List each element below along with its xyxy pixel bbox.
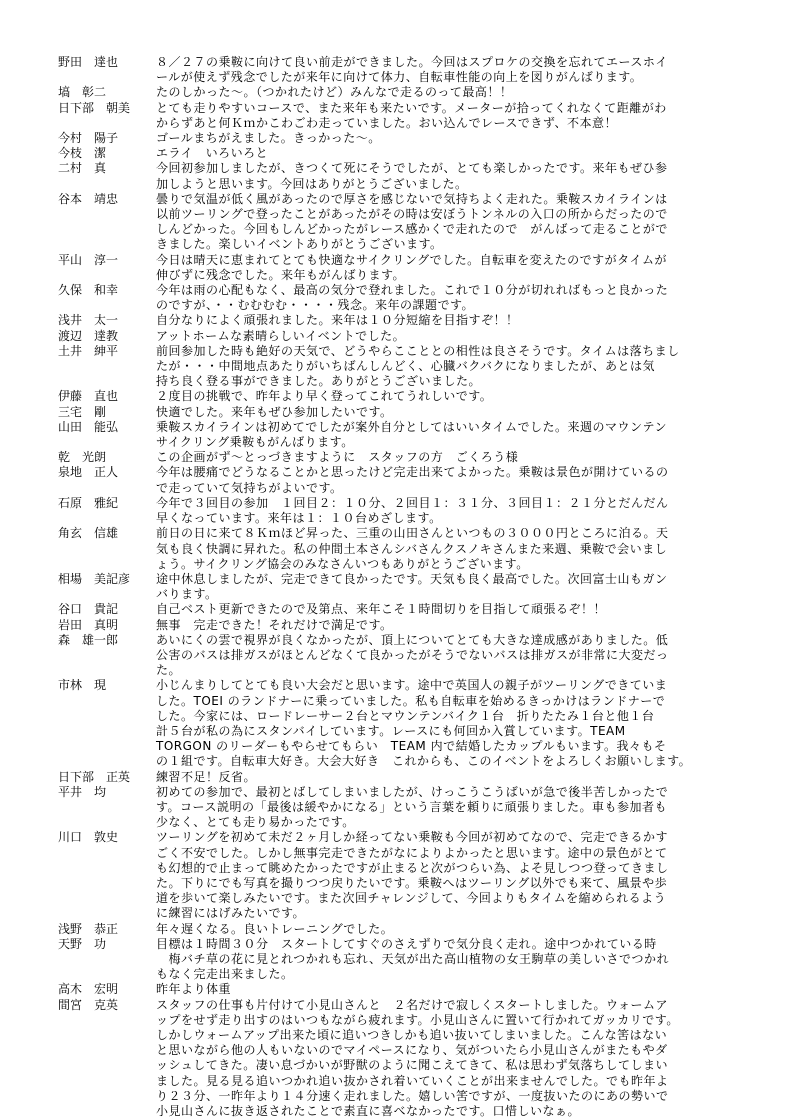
participant-comment: スタッフの仕事も片付けて小見山さんと ２名だけで寂しくスタートしました。ウォームア ップをせず走り出すのはいつもながら疲れます。小見山さんに置いて行かれてガッカリです。 しかしウォームアップ出来た頃に追いつきしかも追い抜いてしまいました。こんな筈はない と思いながら他の人もいないのでマイペースになり、気がついたら小見山さんがまたもやダ ッシュしてきた。凄い息づかいが野獣のように聞こえてきて、私は思わず気落ちしてしまい ました。見る見る追いつかれ追い抜かされ着いていくことが出来ませんでした。でも昨年よ り２３分、一昨年より１４分速く走れました。嬉しい筈ですが、一度抜いたのにあの勢いで 小見山さんに抜き返されたことで素直に喜べなかったです。口惜しいなぁ。: [156, 997, 679, 1119]
participant-name: 山田 能弘: [58, 419, 119, 434]
participant-comment: ２度目の挑戦で、昨年より早く登ってこれてうれしいです。: [156, 389, 493, 404]
comment-entry: [58, 101, 779, 131]
participant-name: 浅井 太一: [58, 313, 119, 328]
comment-entry: [58, 344, 779, 390]
participant-name: 伊藤 直也: [58, 389, 119, 404]
comment-entry: [58, 85, 779, 100]
comment-entry: [58, 283, 779, 313]
participant-comment: 自己ベスト更新できたので及第点、来年こそ１時間切りを目指して頑張るぞ！！: [156, 602, 607, 617]
participant-comment: とても走りやすいコースで、また来年も来たいです。メーターが拾ってくれなくて距離がわ からずあと何Ｋｍかこわごわ走っていました。おい込んでレースできず、不本意！: [156, 100, 667, 130]
participant-name: 高木 宏明: [58, 982, 119, 997]
participant-name: 川口 敦史: [58, 830, 119, 845]
participant-name: 平山 淳一: [58, 252, 119, 267]
comment-entry: [58, 785, 779, 831]
participant-name: 今枝 潔: [58, 146, 107, 161]
participant-comment: 年々遅くなる。良いトレーニングでした。: [156, 921, 394, 936]
participant-comment: 今回初参加しましたが、きつくて死にそうでしたが、とても楽しかったです。来年もぜひ参 加しようと思います。今回はありがとうございました。: [156, 161, 668, 191]
comment-entry: [58, 55, 779, 85]
participant-comment: ゴールまちがえました。きっかった～。: [156, 131, 381, 146]
comment-entry: [58, 922, 779, 937]
participant-name: 泉地 正人: [58, 465, 119, 480]
participant-comment: ツーリングを初めて未だ２ヶ月しか経ってない乗鞍も今回が初めてなので、完走できるかす ごく不安でした。しかし無事完走できたがなによりよかったと思います。途中の景色がとて も幻想的で止まって眺めたかったですが止まると次がつらい為、よそ見しつつ登ってきまし た。下りにでも写真を撮りつつ戻りたいです。乗鞍へはツーリング以外でも来て、風景や歩 道を歩いて楽しみたいです。また次回チャレンジして、今回よりもタイムを縮められるよう に練習にはげみたいです。: [156, 830, 669, 921]
participant-comment: 今日は晴天に恵まれてとても快適なサイクリングでした。自転車を変えたのですがタイムが 伸びずに残念でした。来年もがんばります。: [156, 252, 667, 282]
comment-entry: [58, 998, 779, 1119]
comment-entry: [58, 982, 779, 997]
comment-entry: [58, 192, 779, 253]
comment-entry: [58, 770, 779, 785]
participant-comment: 今年で３回目の参加 １回目２：１０分、２回目１：３１分、３回目１：２１分とだんだん 早くなっています。来年は１：１０台めざします。: [156, 495, 669, 526]
participant-name: 土井 紳平: [58, 343, 119, 358]
participant-comment: 目標は１時間３０分 スタートしてすぐのさえずりで気分良く走れ。途中つかれている時 梅バチ草の花に見とれつかれも忘れ、天気が出た高山植物の女王駒草の美しいさでつかれ もなく完走出来ました。: [156, 936, 669, 982]
participant-comment: ８／２７の乗鞍に向けて良い前走ができました。今回はスプロケの交換を忘れてエースホイ ールが使えず残念でしたが来年に向けて体力、自転車性能の向上を図りがんばります。: [156, 55, 668, 85]
participant-name: 平井 均: [58, 784, 107, 799]
participant-comment: あいにくの雲で視界が良くなかったが、頂上についてとても大きな達成感がありました。低 公害のバスは排ガスがほとんどなくて良かったがそうでないバスは排ガスが非常に大変だっ た。: [156, 632, 669, 678]
participant-name: 相場 美記彦: [58, 571, 131, 586]
participant-comment: 初めての参加で、最初とばしてしまいましたが、けっこうこうばいが急で後半苦しかったで す。コース説明の「最後は緩やかになる」という言葉を頼りに頑張りました。車も参加者も 少なく、とても走り易かったです。: [156, 784, 669, 830]
participant-comment: 前回参加した時も絶好の天気で、どうやらここととの相性は良さそうです。タイムは落ちまし たが・・・中間地点あたりがいちばんしんどく、心臓バクバクになりましたが、あとは気 持ち良く登る事ができました。ありがとうございました。: [156, 343, 680, 389]
comment-entry: [58, 618, 779, 633]
participant-comment: 快適でした。来年もぜひ参加したいです。: [156, 404, 393, 419]
participant-name: 天野 功: [58, 936, 107, 951]
participant-name: 森 雄一郎: [58, 632, 119, 647]
participant-name: 二村 真: [58, 161, 107, 176]
participant-name: 野田 達也: [58, 55, 119, 69]
comment-entry: [58, 830, 779, 921]
participant-comment: 途中休息しましたが、完走できて良かったです。天気も良く最高でした。次回富士山もガン バります。: [156, 571, 668, 602]
comment-entry: [58, 389, 779, 404]
comment-entry: [58, 572, 779, 602]
comment-entry: [58, 313, 779, 328]
participant-comment: 前日の日に来て８Ｋｍほど昇った、三重の山田さんといつもの３０００円ところに泊る。天 気も良く快調に昇れた。私の仲間土本さんシバさんクスノキさんまた来週、乗鞍で会いまし ょう。サイクリング協会のみなさんいつもありがとうございます。: [156, 526, 669, 571]
comment-entry: [58, 253, 779, 283]
participant-comment: 小じんまりしてとても良い大会だと思います。途中で英国人の親子がツーリングできていま した。TOEI のランドナーに乗っていました。私も自転車を始めるきっかけはランドナーで した。今家には、ロードレーサー２台とマウンテンバイク１台 折りたたみ１台と他１台 計５台が私の為にスタンバイしています。レースにも何回か入賞しています。TEAM TORGON のリーダーもやらせてもらい TEAM 内で結婚したカップルもいます。我々もそ の１組です。自転車大好き。大会大好き これからも、このイベントをよろしくお願いします。: [156, 678, 692, 769]
participant-name: 市林 現: [58, 678, 107, 693]
participant-name: 塙 彰二: [58, 85, 107, 100]
comment-entry: [58, 450, 779, 465]
comment-entry: [58, 146, 779, 161]
participant-comment: 曇りで気温が低く風があったので厚さを感じないで気持ちよく走れた。乗鞍スカイラインは 以前ツーリングで登ったことがあったがその時は安ぼうトンネルの入口の所からだったので しんどかった。今回もしんどかったがレース感かくで走れたので がんばって走ることがで きました。楽しいイベントありがとうございます。: [156, 191, 668, 252]
participant-name: 乾 光朗: [58, 450, 107, 465]
comment-entry: [58, 526, 779, 572]
participant-name: 久保 和幸: [58, 283, 119, 298]
comment-entry: [58, 420, 779, 450]
participant-name: 岩田 真明: [58, 617, 119, 632]
participant-comment: 今年は腰痛でどうなることかと思ったけど完走出来てよかった。乗鞍は景色が開けているの で走っていて気持ちがよいです。: [156, 465, 669, 495]
participant-name: 渡辺 達教: [58, 328, 119, 343]
participant-comment: エライ いろいろと: [156, 146, 269, 161]
comment-entry: [58, 937, 779, 983]
comment-entry: [58, 678, 779, 769]
participant-name: 谷本 靖忠: [58, 191, 119, 206]
comment-entry: [58, 633, 779, 679]
comment-entry: [58, 602, 779, 617]
participant-name: 浅野 恭正: [58, 921, 119, 936]
participant-comment: 乗鞍スカイラインは初めてでしたが案外自分としてはいいタイムでした。来週のマウンテン サイクリング乗鞍もがんばります。: [156, 419, 667, 450]
participant-comment: アットホームな素晴らしいイベントでした。: [156, 328, 406, 343]
comment-entry: [58, 329, 779, 344]
participant-comment: この企画がず～とっづきますように スタッフの方 ごくろう様: [156, 450, 519, 465]
participant-comment: 自分なりによく頑張れました。来年は１０分短縮を目指すぞ！！: [156, 313, 519, 328]
participant-comment: 昨年より体重: [156, 982, 232, 997]
participant-name: 角玄 信雄: [58, 526, 119, 541]
comment-entry: [58, 496, 779, 526]
participant-name: 今村 陽子: [58, 131, 119, 146]
participant-name: 石原 雅紀: [58, 495, 119, 510]
participant-comment: たのしかった～。（つかれたけど）みんなで走るのって最高！！: [156, 85, 513, 100]
comment-entry: [58, 161, 779, 191]
participant-name: 日下部 朝美: [58, 100, 131, 115]
entry-list: [58, 55, 779, 1119]
participant-name: 間宮 克英: [58, 997, 119, 1012]
participant-name: 三宅 剛: [58, 404, 107, 419]
comment-entry: [58, 405, 779, 420]
participant-name: 谷口 貴記: [58, 602, 119, 617]
participant-comment: 今年は雨の心配もなく、最高の気分で登れました。これで１０分が切れればもっと良かった のですが、・・むむむむ・・・・残念。来年の課題です。: [156, 283, 669, 313]
participant-comment: 練習不足！反省。: [156, 769, 257, 784]
comment-entry: [58, 465, 779, 495]
comment-entry: [58, 131, 779, 146]
participant-comment: 無事 完走できた！それだけで満足です。: [156, 617, 393, 632]
participant-name: 日下部 正英: [58, 769, 131, 784]
